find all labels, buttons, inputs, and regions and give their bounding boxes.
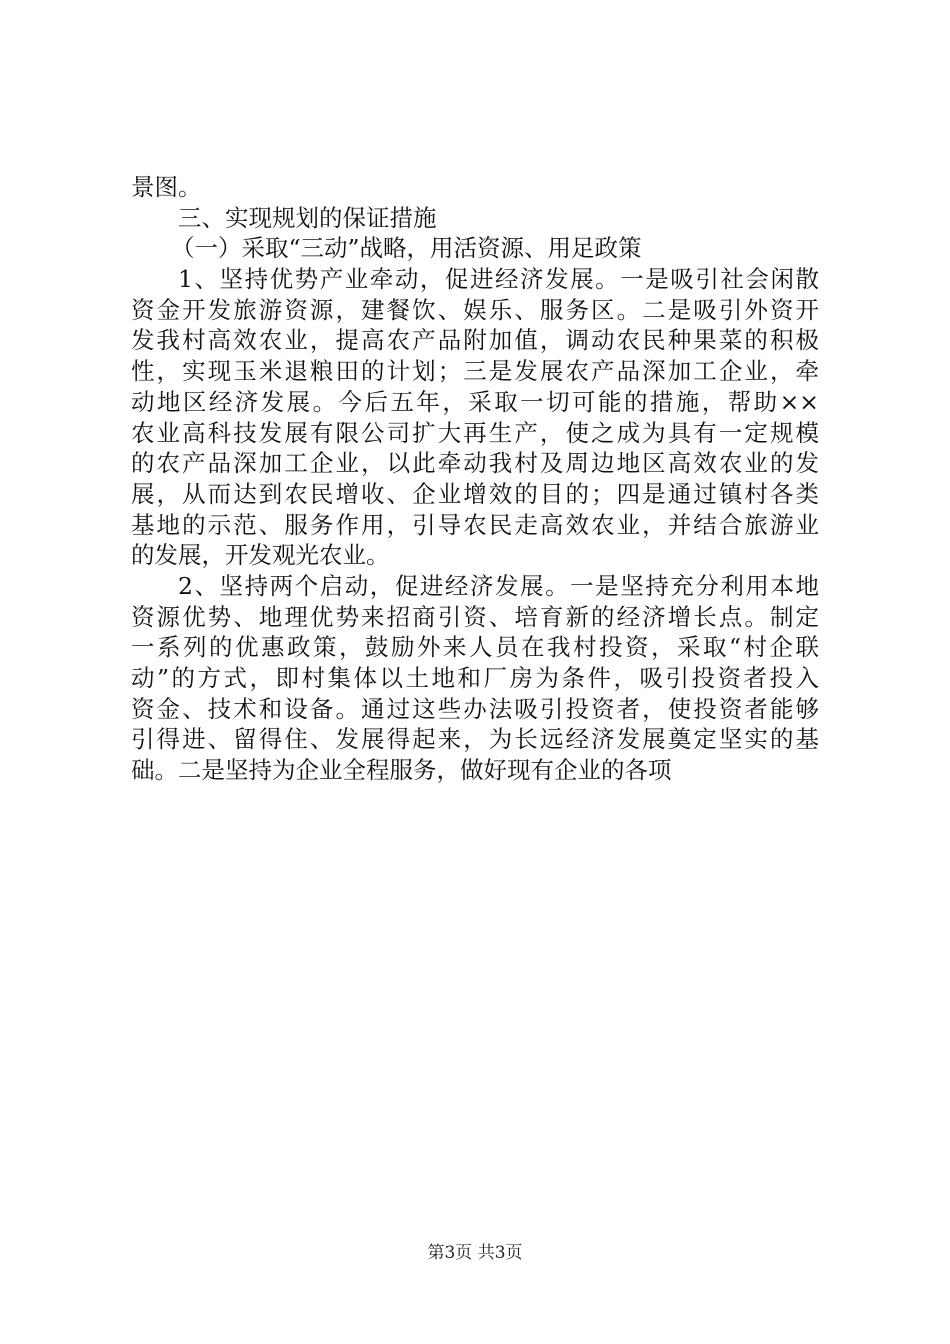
paragraph-2-line: 础。二是坚持为企业全程服务，做好现有企业的各项 bbox=[131, 756, 672, 785]
paragraph-1-line: 1、坚持优势产业牵动，促进经济发展。一是吸引社会闲散 bbox=[178, 265, 819, 294]
paragraph-1-line: 发我村高效农业，提高农产品附加值，调动农民种果菜的积极 bbox=[131, 326, 819, 355]
paragraph-1-line: 动地区经济发展。今后五年，采取一切可能的措施，帮助×× bbox=[131, 387, 819, 416]
text-line-continuation: 景图。 bbox=[131, 173, 202, 201]
paragraph-2-line: 一系列的优惠政策，鼓励外来人员在我村投资，采取“村企联 bbox=[131, 633, 819, 662]
paragraph-1-line: 性，实现玉米退粮田的计划；三是发展农产品深加工企业，牵 bbox=[131, 357, 819, 386]
paragraph-1-line: 的发展，开发观光农业。 bbox=[131, 541, 390, 570]
subsection-heading: （一）采取“三动”战略，用活资源、用足政策 bbox=[171, 234, 642, 263]
paragraph-2-line: 引得进、留得住、发展得起来，为长远经济发展奠定坚实的基 bbox=[131, 725, 819, 754]
paragraph-2-line: 2、坚持两个启动，促进经济发展。一是坚持充分利用本地 bbox=[178, 571, 819, 600]
paragraph-1-line: 展，从而达到农民增收、企业增效的目的；四是通过镇村各类 bbox=[131, 479, 819, 508]
paragraph-1-line: 资金开发旅游资源，建餐饮、娱乐、服务区。二是吸引外资开 bbox=[131, 295, 819, 324]
paragraph-1-line: 基地的示范、服务作用，引导农民走高效农业，并结合旅游业 bbox=[131, 510, 819, 539]
paragraph-2-line: 动”的方式，即村集体以土地和厂房为条件，吸引投资者投入 bbox=[131, 664, 819, 692]
section-heading: 三、实现规划的保证措施 bbox=[178, 203, 437, 232]
paragraph-1-line: 的农产品深加工企业，以此牵动我村及周边地区高效农业的发 bbox=[131, 449, 819, 478]
document-body bbox=[131, 172, 819, 786]
paragraph-1-line: 农业高科技发展有限公司扩大再生产，使之成为具有一定规模 bbox=[131, 418, 819, 447]
page-number-footer: 第3页 共3页 bbox=[427, 1243, 523, 1263]
paragraph-2-line: 资源优势、地理优势来招商引资、培育新的经济增长点。制定 bbox=[131, 602, 819, 631]
paragraph-2-line: 资金、技术和设备。通过这些办法吸引投资者，使投资者能够 bbox=[131, 694, 819, 723]
